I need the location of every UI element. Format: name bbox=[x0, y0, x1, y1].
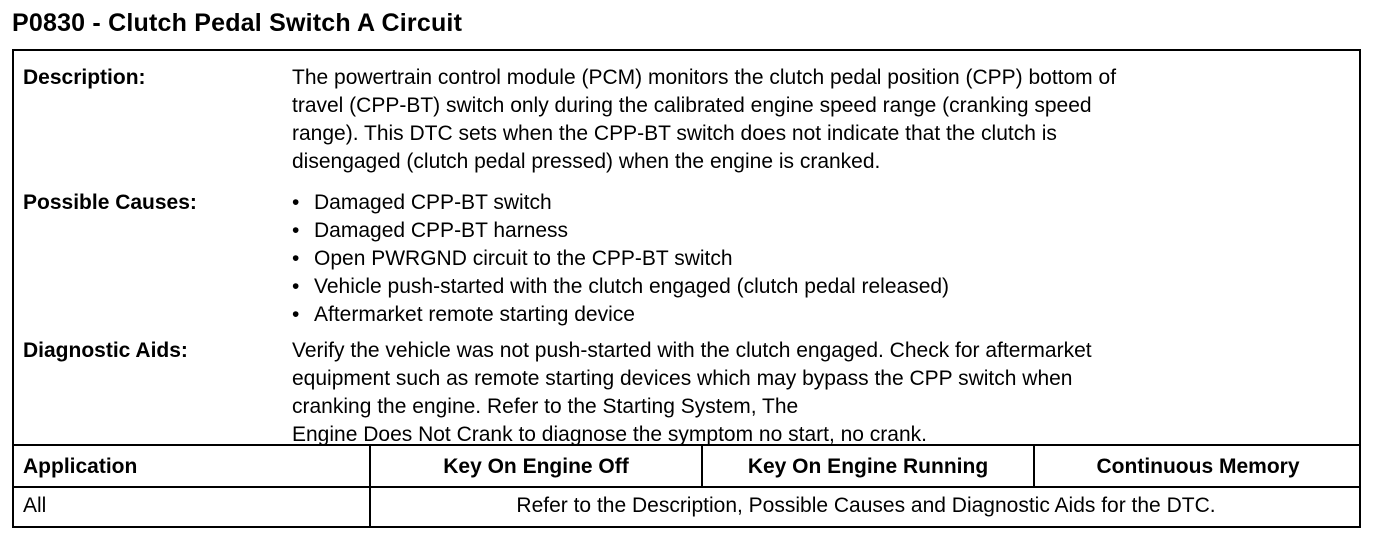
header-key-on-engine-off: Key On Engine Off bbox=[369, 446, 701, 486]
list-item-text: Aftermarket remote starting device bbox=[314, 303, 635, 326]
list-item-text: Open PWRGND circuit to the CPP-BT switch bbox=[314, 247, 733, 270]
diagnostic-aids-line: cranking the engine. Refer to the Starting System, The bbox=[292, 395, 799, 418]
bullet-icon: • bbox=[292, 303, 300, 326]
dtc-info-box bbox=[12, 49, 1361, 446]
description-line: The powertrain control module (PCM) monitors the clutch pedal position (CPP) bottom of bbox=[292, 66, 1117, 89]
description-text bbox=[292, 64, 1352, 176]
header-continuous-memory: Continuous Memory bbox=[1033, 446, 1361, 486]
diagnostic-aids-label: Diagnostic Aids: bbox=[23, 339, 188, 362]
header-key-on-engine-running: Key On Engine Running bbox=[701, 446, 1033, 486]
header-application: Application bbox=[23, 455, 138, 478]
description-line: disengaged (clutch pedal pressed) when the engine is cranked. bbox=[292, 150, 881, 173]
list-item-text: Damaged CPP-BT harness bbox=[314, 219, 569, 242]
list-item-text: Damaged CPP-BT switch bbox=[314, 191, 552, 214]
description-label: Description: bbox=[23, 66, 146, 89]
cell-application-value: All bbox=[23, 494, 47, 517]
list-item-text: Vehicle push-started with the clutch engaged (clutch pedal released) bbox=[314, 275, 950, 298]
description-line: range). This DTC sets when the CPP-BT switch does not indicate that the clutch is bbox=[292, 122, 1057, 145]
bullet-icon: • bbox=[292, 275, 300, 298]
diagnostic-aids-text bbox=[292, 337, 1352, 449]
list-item bbox=[292, 273, 1352, 301]
bullet-icon: • bbox=[292, 191, 300, 214]
application-table bbox=[12, 446, 1361, 528]
possible-causes-list bbox=[292, 189, 1352, 329]
list-item bbox=[292, 217, 1352, 245]
list-item bbox=[292, 301, 1352, 329]
page-title: P0830 - Clutch Pedal Switch A Circuit bbox=[12, 9, 463, 37]
list-item bbox=[292, 245, 1352, 273]
list-item bbox=[292, 189, 1352, 217]
diagnostic-aids-line: Verify the vehicle was not push-started with the clutch engaged. Check for aftermarket bbox=[292, 339, 1092, 362]
diagnostic-aids-line: equipment such as remote starting devices which may bypass the CPP switch when bbox=[292, 367, 1073, 390]
cell-refer-text: Refer to the Description, Possible Causes and Diagnostic Aids for the DTC. bbox=[369, 488, 1361, 526]
bullet-icon: • bbox=[292, 219, 300, 242]
description-line: travel (CPP-BT) switch only during the calibrated engine speed range (cranking speed bbox=[292, 94, 1092, 117]
bullet-icon: • bbox=[292, 247, 300, 270]
diagnostic-aids-line: Engine Does Not Crank to diagnose the symptom no start, no crank. bbox=[292, 423, 927, 446]
possible-causes-label: Possible Causes: bbox=[23, 191, 197, 214]
